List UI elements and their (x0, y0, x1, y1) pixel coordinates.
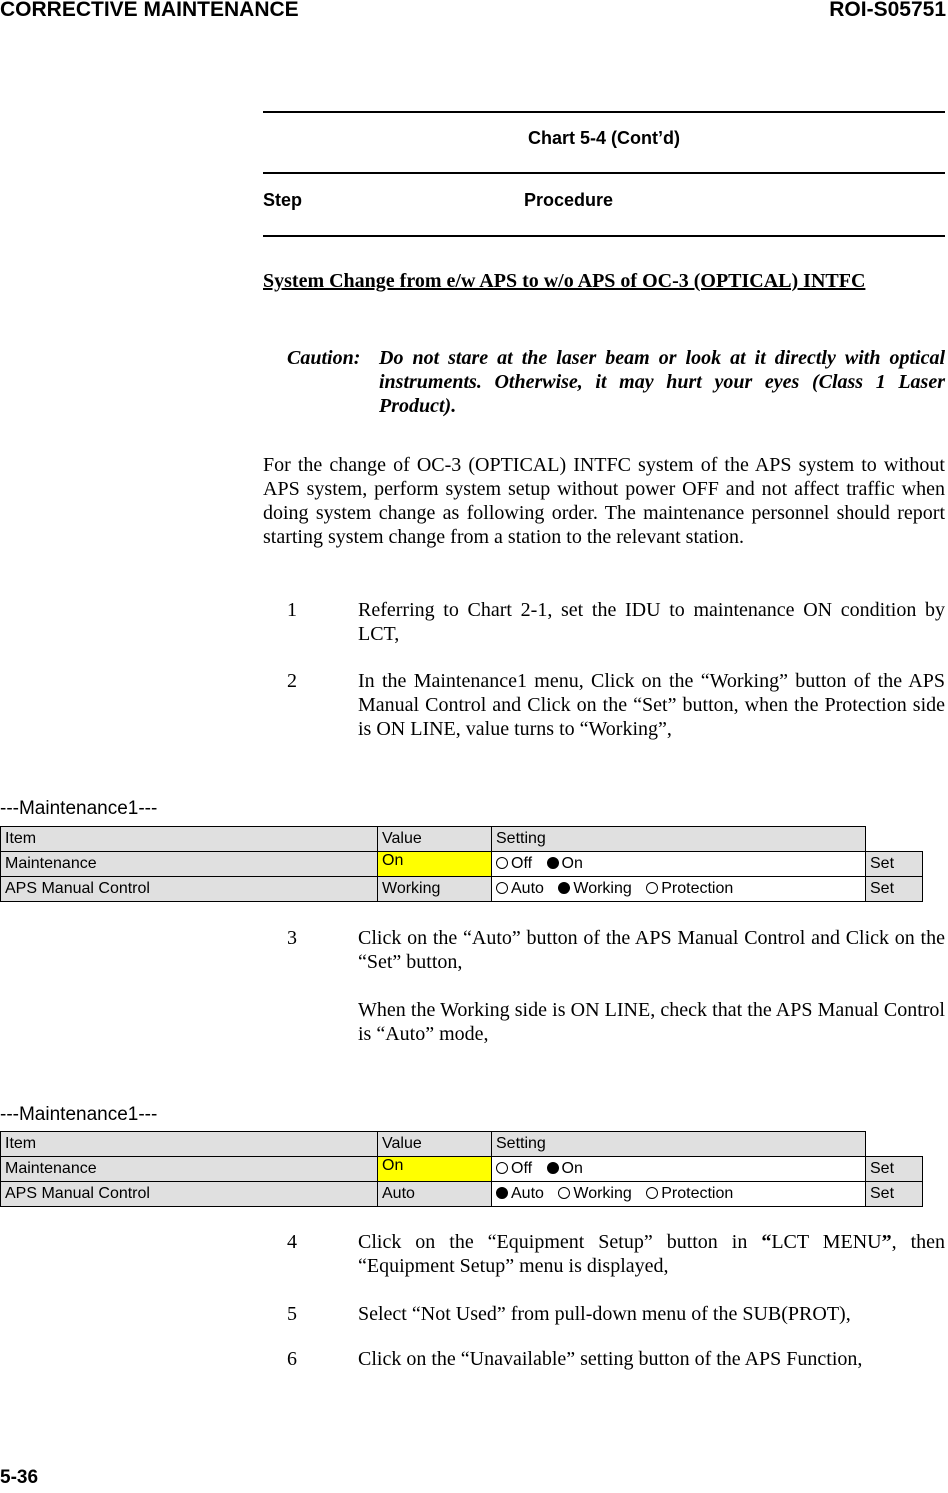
step-number: 3 (287, 927, 297, 949)
set-button[interactable]: Set (866, 877, 923, 902)
step-5 (287, 1302, 945, 1326)
step-2 (287, 669, 945, 741)
radio-option-protection[interactable]: Protection (646, 1185, 733, 1202)
row-value: On (378, 852, 492, 877)
row-value: On (378, 1157, 492, 1182)
row-item: APS Manual Control (1, 877, 378, 902)
row-value: Working (378, 877, 492, 902)
step-number: 5 (287, 1303, 297, 1325)
radio-filled-icon (558, 882, 570, 894)
step-6 (287, 1347, 945, 1371)
maintenance-table-title: ---Maintenance1--- (0, 798, 158, 819)
step-3 (287, 926, 945, 1046)
caution-label: Caution: (287, 347, 361, 369)
radio-empty-icon (496, 857, 508, 869)
step-number: 4 (287, 1231, 297, 1253)
document-number: ROI-S05751 (829, 0, 946, 21)
table-header-row (1, 827, 923, 852)
step-number: 1 (287, 599, 297, 621)
radio-option-off[interactable]: Off (496, 855, 532, 872)
step-text (358, 926, 945, 1046)
radio-option-off[interactable]: Off (496, 1160, 532, 1177)
step-text: Referring to Chart 2-1, set the IDU to maintenance ON condition by LCT, (358, 599, 945, 645)
row-item: Maintenance (1, 852, 378, 877)
top-rule (263, 111, 945, 113)
row-setting (492, 852, 866, 877)
step-text: Click on the “Equipment Setup” button in “LCT MENU”, then “Equipment Setup” menu is displayed, (358, 1231, 945, 1277)
step-text-line: Click on the “Auto” button of the APS Manual Control and Click on the “Set” button, (358, 927, 945, 973)
step-1 (287, 598, 945, 646)
step-number: 2 (287, 670, 297, 692)
maintenance-table-2 (0, 1131, 923, 1207)
table-row (1, 1157, 923, 1182)
section-title: System Change from e/w APS to w/o APS of OC-3 (OPTICAL) INTFC (263, 270, 866, 292)
radio-filled-icon (547, 1162, 559, 1174)
radio-empty-icon (496, 1162, 508, 1174)
header-value: Value (378, 827, 492, 852)
chart-title: Chart 5-4 (Cont’d) (528, 128, 680, 148)
column-header-rule (263, 235, 945, 237)
column-header-procedure: Procedure (524, 190, 614, 210)
radio-filled-icon (547, 857, 559, 869)
radio-option-auto[interactable]: Auto (496, 880, 544, 897)
radio-option-protection[interactable]: Protection (646, 880, 733, 897)
maintenance-table-title: ---Maintenance1--- (0, 1104, 158, 1125)
row-value: Auto (378, 1182, 492, 1207)
column-header-step: Step (263, 190, 303, 210)
maintenance-table-1 (0, 826, 923, 902)
step-number: 6 (287, 1348, 297, 1370)
row-item: Maintenance (1, 1157, 378, 1182)
caution-text: Do not stare at the laser beam or look at it directly with optical instruments. Otherwise, it may hurt your eyes (Class 1 Laser Product). (379, 347, 945, 417)
row-item: APS Manual Control (1, 1182, 378, 1207)
header-spacer (866, 1132, 923, 1157)
radio-option-on[interactable]: On (547, 855, 583, 872)
table-header-row (1, 1132, 923, 1157)
header-spacer (866, 827, 923, 852)
radio-empty-icon (646, 1187, 658, 1199)
header-item: Item (1, 1132, 378, 1157)
page-number: 5-36 (0, 1467, 39, 1488)
caution-note (287, 346, 945, 418)
header-setting: Setting (492, 827, 866, 852)
step-text-note: When the Working side is ON LINE, check that the APS Manual Control is “Auto” mode, (358, 999, 945, 1045)
intro-paragraph: For the change of OC-3 (OPTICAL) INTFC system of the APS system to without APS system, perform system setup without power OFF and not affect traffic when doing system change as following order. The maintenance personnel should report starting system change from a station to the relevant station. (263, 454, 945, 548)
radio-option-auto[interactable]: Auto (496, 1185, 544, 1202)
table-row (1, 1182, 923, 1207)
step-text: Select “Not Used” from pull-down menu of the SUB(PROT), (358, 1303, 851, 1325)
radio-empty-icon (646, 882, 658, 894)
set-button[interactable]: Set (866, 852, 923, 877)
header-value: Value (378, 1132, 492, 1157)
radio-option-working[interactable]: Working (558, 880, 631, 897)
heading-rule (263, 172, 945, 174)
radio-filled-icon (496, 1187, 508, 1199)
header-setting: Setting (492, 1132, 866, 1157)
row-setting (492, 1157, 866, 1182)
step-text: In the Maintenance1 menu, Click on the “Working” button of the APS Manual Control and Click on the “Set” button, when the Protection side is ON LINE, value turns to “Working”, (358, 670, 945, 740)
table-row (1, 852, 923, 877)
radio-empty-icon (558, 1187, 570, 1199)
set-button[interactable]: Set (866, 1182, 923, 1207)
radio-option-working[interactable]: Working (558, 1185, 631, 1202)
step-text: Click on the “Unavailable” setting button of the APS Function, (358, 1348, 863, 1370)
row-setting (492, 1182, 866, 1207)
header-item: Item (1, 827, 378, 852)
row-setting (492, 877, 866, 902)
table-row (1, 877, 923, 902)
radio-option-on[interactable]: On (547, 1160, 583, 1177)
step-4 (287, 1230, 945, 1278)
running-header-title: CORRECTIVE MAINTENANCE (0, 0, 299, 21)
set-button[interactable]: Set (866, 1157, 923, 1182)
radio-empty-icon (496, 882, 508, 894)
